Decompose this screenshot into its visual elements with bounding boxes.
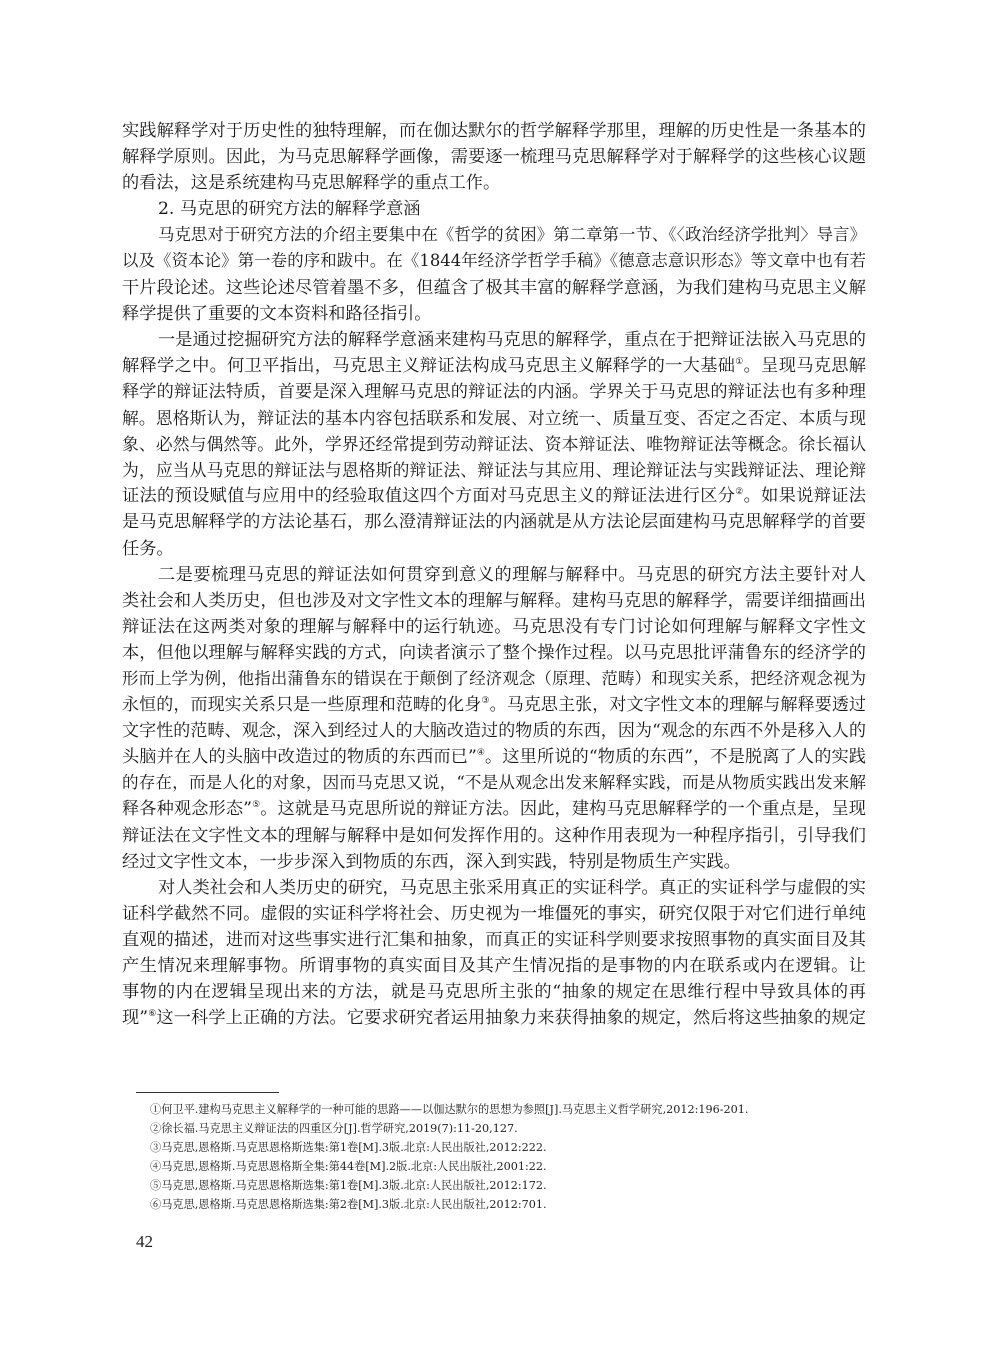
- text-line: [122, 327, 866, 353]
- line-text: 文字性的范畴、观念，深入到经过人的大脑改造过的物质的东西，因为“观念的东西不外是移入人的: [122, 721, 866, 742]
- text-line: [122, 275, 866, 301]
- text-line: [122, 588, 866, 614]
- text-line: [122, 431, 866, 457]
- text-line: [122, 144, 866, 170]
- line-text-tail: 这一科学上正确的方法。它要求研究者运用抽象力来获得抽象的规定，然后将这些抽象的规定: [156, 1008, 866, 1029]
- line-text-tail: 。这里所说的“物质的东西”，不是脱离了人的实践: [485, 747, 866, 768]
- line-text: 干片段论述。这些论述尽管着墨不多，但蕴含了极其丰富的解释学意涵，为我们建构马克思主义解: [122, 277, 866, 298]
- footnote-5: ⑤马克思,恩格斯.马克思恩格斯选集:第1卷[M].3版.北京:人民出版社,2012:172.: [150, 1179, 547, 1192]
- line-text-tail: 。这就是马克思所说的辩证方法。因此，建构马克思解释学的一个重点是，呈现: [260, 799, 866, 820]
- text-line: [122, 405, 866, 431]
- line-text: 释各种观念形态”: [122, 799, 252, 820]
- text-line: [122, 509, 866, 535]
- text-line: [122, 953, 866, 979]
- text-line: [122, 301, 866, 327]
- line-text: 为，应当从马克思的辩证法与恩格斯的辩证法、辩证法与其应用、理论辩证法与实践辩证法、理论辩: [122, 460, 866, 481]
- text-line: [122, 457, 866, 483]
- text-line: [122, 901, 866, 927]
- line-text: 一是通过挖掘研究方法的解释学意涵来建构马克思的解释学，重点在于把辩证法嵌入马克思的: [158, 329, 866, 350]
- text-line: [122, 1005, 866, 1031]
- footnote-6: ⑥马克思,恩格斯.马克思恩格斯选集:第2卷[M].3版.北京:人民出版社,2012:701.: [150, 1198, 547, 1211]
- footnote-3: ③马克思,恩格斯.马克思恩格斯选集:第1卷[M].3版.北京:人民出版社,2012:222.: [150, 1141, 547, 1154]
- line-text: 事物的内在逻辑呈现出来的方法，就是马克思所主张的“抽象的规定在思维行程中导致具体的再: [122, 982, 866, 1003]
- line-text: 形而上学为例，他指出蒲鲁东的错误在于颠倒了经济观念（原理、范畴）和现实关系，把经济观念视为: [122, 668, 866, 688]
- footnote-1: ①何卫平.建构马克思主义解释学的一种可能的思路——以伽达默尔的思想为参照[J].马克思主义哲学研究,2012:196-201.: [150, 1103, 749, 1116]
- line-text: 是马克思解释学的方法论基石，那么澄清辩证法的内涵就是从方法论层面建构马克思解释学的首要: [122, 512, 866, 533]
- line-text: 经过文字性文本，一步步深入到物质的东西，深入到实践，特别是物质生产实践。: [122, 851, 741, 872]
- text-line: [122, 170, 866, 196]
- line-text-tail: 。呈现马克思解: [743, 355, 866, 376]
- footnote-2: ②徐长福.马克思主义辩证法的四重区分[J].哲学研究,2019(7):11-20,127.: [150, 1122, 518, 1135]
- line-text: 任务。: [122, 538, 174, 559]
- line-text: 释学的辩证法特质，首要是深入理解马克思的辩证法的内涵。学界关于马克思的辩证法也有多种理: [122, 381, 866, 402]
- line-text-tail: 。如果说辩证法: [743, 486, 866, 507]
- text-line: [122, 614, 866, 640]
- text-line: [122, 196, 866, 222]
- line-text: 的看法，这是系统建构马克思解释学的重点工作。: [122, 173, 501, 194]
- text-line: [122, 640, 866, 666]
- footnote-ref[interactable]: ⑤: [251, 800, 261, 811]
- text-line: [122, 692, 866, 718]
- line-text: 实践解释学对于历史性的独特理解，而在伽达默尔的哲学解释学那里，理解的历史性是一条基本的: [122, 121, 866, 141]
- text-line: [122, 718, 866, 744]
- line-text: 马克思对于研究方法的介绍主要集中在《哲学的贫困》第二章第一节、《〈政治经济学批判〉导言》: [158, 225, 866, 245]
- text-line: [122, 875, 866, 901]
- line-text: 以及《资本论》第一卷的序和跋中。在《1844年经济学哲学手稿》《德意志意识形态》等文章中也有若: [122, 251, 866, 271]
- line-text: 直观的描述，进而对这些事实进行汇集和抽象，而真正的实证科学则要求按照事物的真实面目及其: [122, 929, 866, 950]
- body-text: [122, 118, 866, 1031]
- footnote-ref[interactable]: ③: [481, 696, 490, 707]
- line-text: 永恒的，而现实关系只是一些原理和范畴的化身: [122, 695, 482, 716]
- line-text: 头脑并在人的头脑中改造过的物质的东西而已”: [122, 747, 477, 768]
- text-line: [122, 979, 866, 1005]
- text-line: [122, 379, 866, 405]
- text-line: [122, 118, 866, 144]
- footnote-ref[interactable]: ⑥: [148, 1009, 157, 1020]
- footnote-ref[interactable]: ①: [735, 356, 744, 367]
- text-line: [122, 927, 866, 953]
- line-text: 二是要梳理马克思的辩证法如何贯穿到意义的理解与解释中。马克思的研究方法主要针对人: [158, 564, 866, 585]
- line-text: 对人类社会和人类历史的研究，马克思主张采用真正的实证科学。真正的实证科学与虚假的实: [158, 877, 866, 898]
- text-line: [122, 666, 866, 692]
- line-text: 解释学之中。何卫平指出，马克思主义辩证法构成马克思主义解释学的一大基础: [122, 355, 736, 376]
- text-line: [122, 796, 866, 822]
- line-text: 辩证法在文字性文本的理解与解释中是如何发挥作用的。这种作用表现为一种程序指引，引导我们: [122, 825, 866, 846]
- text-line: [122, 849, 866, 875]
- text-line: [122, 483, 866, 509]
- text-line: [122, 823, 866, 849]
- line-text: 类社会和人类历史，但也涉及对文字性文本的理解与解释。建构马克思的解释学，需要详细描画出: [122, 590, 866, 611]
- footnotes: [150, 1100, 870, 1214]
- line-text: 释学提供了重要的文本资料和路径指引。: [122, 303, 432, 324]
- text-line: [122, 353, 866, 379]
- line-text: 本，但他以理解与解释实践的方式，向读者演示了整个操作过程。以马克思批评蒲鲁东的经济学的: [122, 642, 866, 663]
- footnote-ref[interactable]: ②: [735, 487, 744, 498]
- text-line: [122, 562, 866, 588]
- line-text: 辩证法在这两类对象的理解与解释中的运行轨迹。马克思没有专门讨论如何理解与解释文字性文: [122, 616, 866, 637]
- page-number: 42: [136, 1232, 153, 1251]
- line-text: 证法的预设赋值与应用中的经验取值这四个方面对马克思主义的辩证法进行区分: [122, 486, 736, 507]
- line-text: 象、必然与偶然等。此外，学界还经常提到劳动辩证法、资本辩证法、唯物辩证法等概念。徐长福认: [122, 434, 866, 455]
- footnote-4: ④马克思,恩格斯.马克思恩格斯全集:第44卷[M].2版.北京:人民出版社,2001:22.: [150, 1160, 547, 1173]
- line-text: 2. 马克思的研究方法的解释学意涵: [158, 199, 421, 220]
- line-text: 产生情况来理解事物。所谓事物的真实面目及其产生情况指的是事物的内在联系或内在逻辑。让: [122, 956, 866, 976]
- line-text-tail: 。马克思主张，对文字性文本的理解与解释要透过: [489, 695, 866, 716]
- line-text: 解释学原则。因此，为马克思解释学画像，需要逐一梳理马克思解释学对于解释学的这些核心议题: [122, 147, 866, 168]
- text-line: [122, 248, 866, 274]
- text-line: [122, 744, 866, 770]
- text-line: [122, 770, 866, 796]
- line-text: 现”: [122, 1008, 149, 1029]
- line-text: 的存在，而是人化的对象，因而马克思又说，“不是从观念出发来解释实践，而是从物质实践出发来解: [122, 773, 866, 793]
- line-text: 解。恩格斯认为，辩证法的基本内容包括联系和发展、对立统一、质量互变、否定之否定、本质与现: [122, 408, 866, 429]
- footnote-ref[interactable]: ④: [476, 748, 486, 759]
- line-text: 证科学截然不同。虚假的实证科学将社会、历史视为一堆僵死的事实，研究仅限于对它们进行单纯: [122, 903, 866, 924]
- footnote-divider: [136, 1092, 279, 1093]
- text-line: [122, 222, 866, 248]
- text-line: [122, 536, 866, 562]
